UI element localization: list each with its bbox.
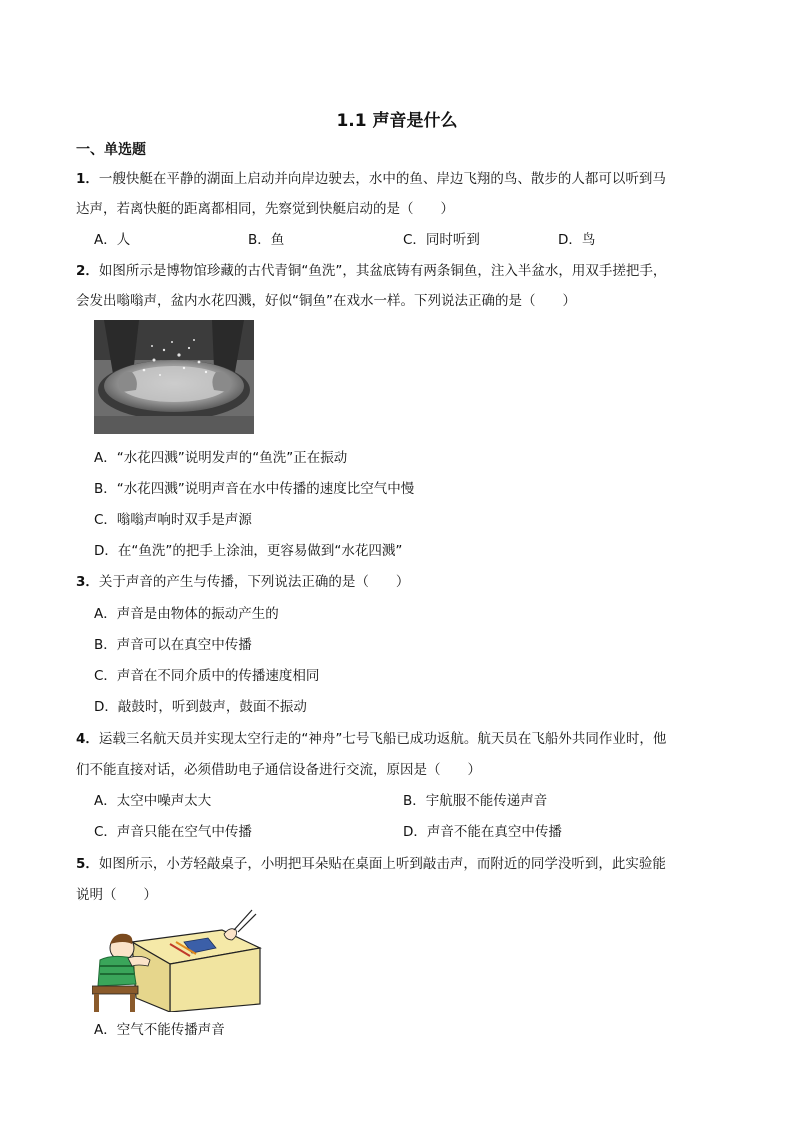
question-5-line-2: 说明（ ） (76, 887, 157, 903)
desk-knocking-illustration (92, 908, 264, 1012)
q4-option-a: A．太空中噪声太大 (94, 793, 212, 809)
question-1-line-1 (76, 167, 666, 187)
question-5-number: 5． (76, 856, 99, 872)
q4-option-b: B．宇航服不能传递声音 (403, 793, 548, 809)
question-4-line-2: 们不能直接对话，必须借助电子通信设备进行交流，原因是（ ） (76, 762, 481, 778)
question-1-text: 一艘快艇在平静的湖面上启动并向岸边驶去，水中的鱼、岸边飞翔的鸟、散步的人都可以听到马 (98, 171, 666, 187)
section-heading: 一、单选题 (76, 142, 146, 158)
question-1-line-2: 达声，若离快艇的距离都相同，先察觉到快艇启动的是（ ） (76, 201, 454, 217)
question-4-number: 4． (76, 731, 99, 747)
q3-option-c: C．声音在不同介质中的传播速度相同 (94, 668, 320, 684)
question-3-line-1 (76, 570, 409, 590)
question-5-line-1 (76, 852, 666, 872)
q4-option-c: C．声音只能在空气中传播 (94, 824, 252, 840)
q2-option-b: B．“水花四溅”说明声音在水中传播的速度比空气中慢 (94, 481, 415, 497)
question-3-number: 3． (76, 574, 99, 590)
q2-option-a: A．“水花四溅”说明发声的“鱼洗”正在振动 (94, 450, 348, 466)
q4-option-d: D．声音不能在真空中传播 (403, 824, 562, 840)
question-2-line-1 (76, 259, 666, 279)
question-2-number: 2． (76, 263, 99, 279)
question-3-text: 关于声音的产生与传播，下列说法正确的是（ ） (98, 574, 410, 590)
question-4-line-1 (76, 727, 666, 747)
fish-basin-photo (94, 320, 254, 434)
question-5-text: 如图所示，小芳轻敲桌子，小明把耳朵贴在桌面上听到敲击声，而附近的同学没听到，此实验能 (98, 856, 666, 872)
page-title: 1.1 声音是什么 (336, 111, 458, 131)
q1-option-b: B．鱼 (248, 232, 285, 248)
q1-option-d: D．鸟 (558, 232, 596, 248)
q1-option-c: C．同时听到 (403, 232, 480, 248)
question-1-number: 1． (76, 171, 99, 187)
q1-option-a: A．人 (94, 232, 131, 248)
q3-option-d: D．敲鼓时，听到鼓声，鼓面不振动 (94, 699, 307, 715)
question-2-line-2: 会发出嗡嗡声，盆内水花四溅，好似“铜鱼”在戏水一样。下列说法正确的是（ ） (76, 293, 576, 309)
q3-option-a: A．声音是由物体的振动产生的 (94, 606, 279, 622)
q5-option-a: A．空气不能传播声音 (94, 1022, 225, 1038)
q2-option-d: D．在“鱼洗”的把手上涂油，更容易做到“水花四溅” (94, 543, 403, 559)
q3-option-b: B．声音可以在真空中传播 (94, 637, 252, 653)
question-4-text: 运载三名航天员并实现太空行走的“神舟”七号飞船已成功返航。航天员在飞船外共同作业时，他 (98, 731, 667, 747)
q2-option-c: C．嗡嗡声响时双手是声源 (94, 512, 252, 528)
question-2-text: 如图所示是博物馆珍藏的古代青铜“鱼洗”，其盆底铸有两条铜鱼，注入半盆水，用双手搓把手， (98, 263, 667, 279)
